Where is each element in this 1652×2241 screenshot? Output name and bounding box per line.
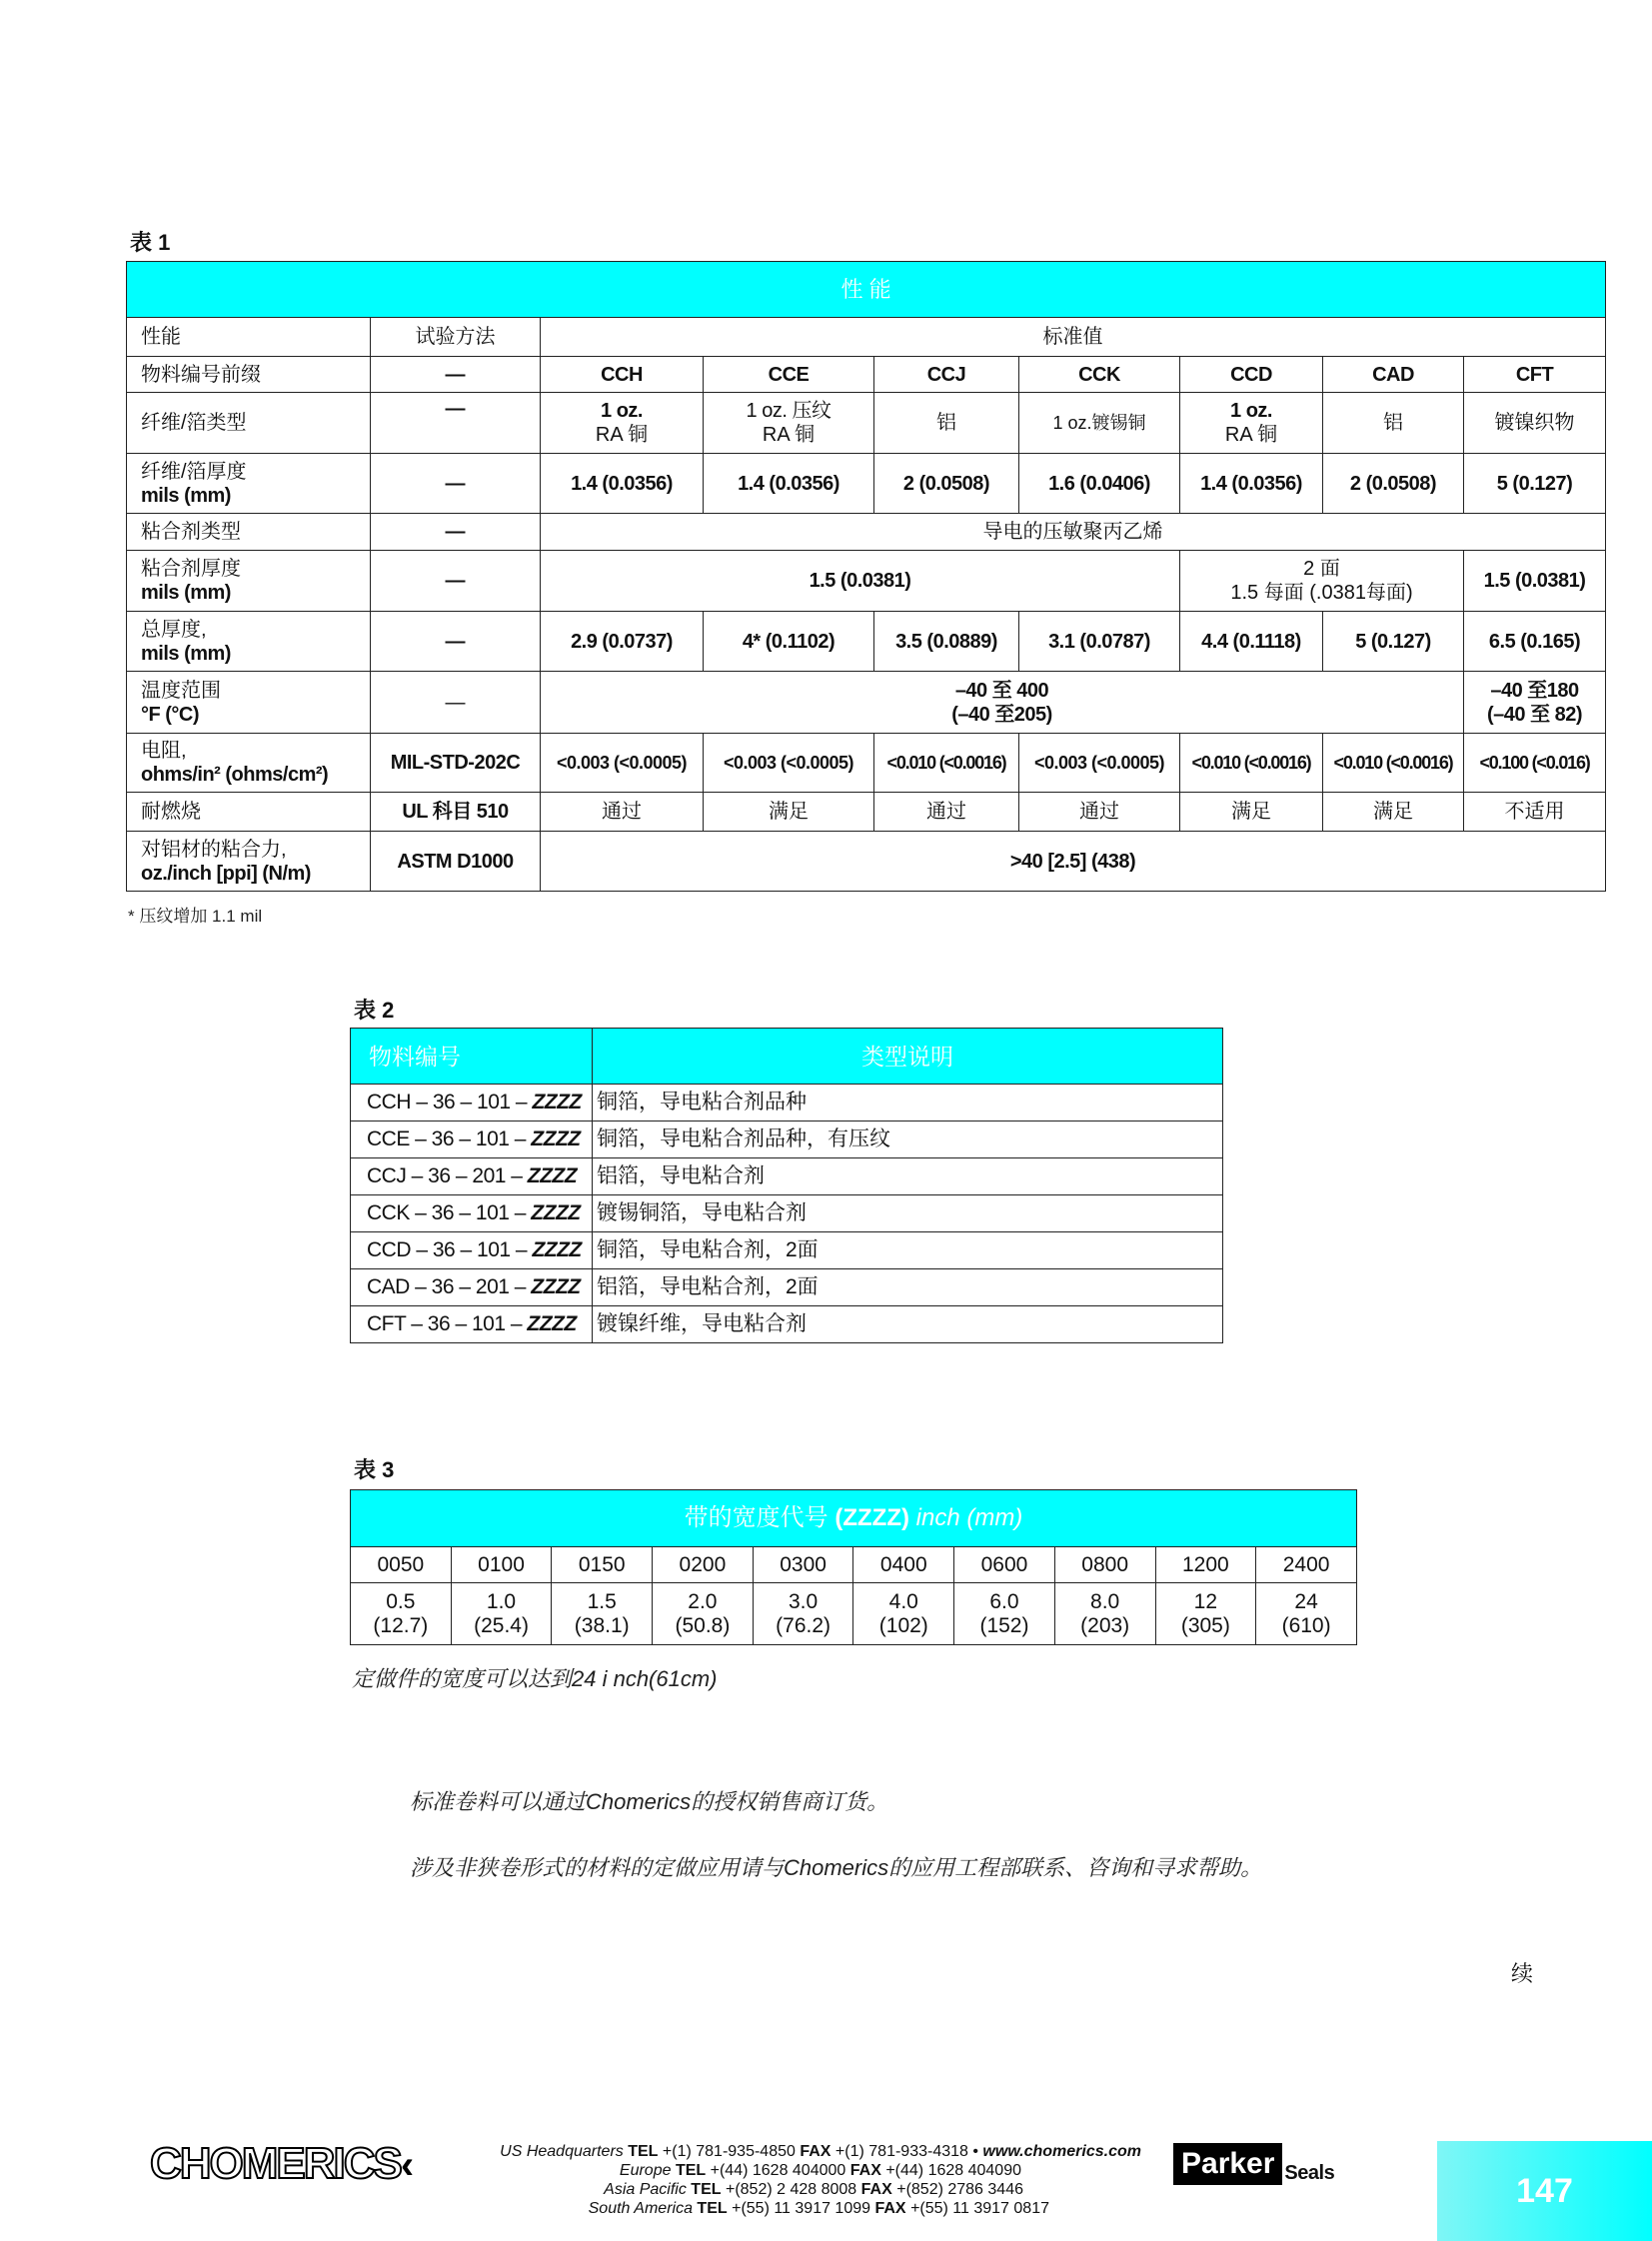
width-value: 3.0 (76.2)	[753, 1583, 853, 1645]
part-description: 铝箔，导电粘合剂，2面	[593, 1269, 1223, 1306]
row-label: 对铝材的粘合力, oz./inch [ppi] (N/m)	[127, 832, 371, 892]
temp-range-main: –40 至 400 (–40 至205)	[541, 672, 1464, 734]
row-label: 电阻, ohms/in² (ohms/cm²)	[127, 734, 371, 793]
prefix-ccd: CCD	[1180, 357, 1323, 393]
width-code: ZZZZ	[532, 1238, 582, 1261]
part-prefix: CCK – 36 – 101 –	[367, 1201, 526, 1224]
value-cell: 4.4 (0.1118)	[1180, 612, 1323, 672]
value-cell: 1.4 (0.0356)	[704, 454, 874, 514]
part-prefix: CCH – 36 – 101 –	[367, 1091, 528, 1114]
method-cell: —	[371, 612, 541, 672]
width-value: 0.5 (12.7)	[351, 1583, 452, 1645]
width-code: ZZZZ	[531, 1275, 581, 1298]
continued-mark: 续	[1511, 1961, 1534, 1986]
method-cell: —	[371, 551, 541, 612]
part-prefix: CAD – 36 – 201 –	[367, 1275, 526, 1298]
method-cell: —	[371, 357, 541, 393]
width-code: 0150	[552, 1547, 653, 1583]
adhesion-value: >40 [2.5] (438)	[541, 832, 1606, 892]
row-foil-thickness	[127, 454, 1606, 514]
table2-label: 表 2	[354, 998, 395, 1023]
foil-cad: 铝	[1323, 393, 1464, 454]
table1-label: 表 1	[130, 230, 171, 255]
part-prefix: CCE – 36 – 101 –	[367, 1127, 526, 1150]
adhesive-type-value: 导电的压敏聚丙乙烯	[541, 514, 1606, 551]
table-row	[351, 1195, 1223, 1232]
row-label: 耐燃烧	[127, 793, 371, 832]
value-cell: 1.4 (0.0356)	[1180, 454, 1323, 514]
temp-range-cft: –40 至180 (–40 至 82)	[1464, 672, 1606, 734]
width-code: ZZZZ	[531, 1201, 581, 1224]
foil-cce: 1 oz. 压纹 RA 铜	[704, 393, 874, 454]
part-description: 铜箔，导电粘合剂品种	[593, 1085, 1223, 1121]
width-code: 0200	[653, 1547, 754, 1583]
method-cell: —	[371, 454, 541, 514]
table-row	[351, 1232, 1223, 1269]
value-cell: 不适用	[1464, 793, 1606, 832]
row-adhesive-type	[127, 514, 1606, 551]
prefix-cft: CFT	[1464, 357, 1606, 393]
row-prefix	[127, 357, 1606, 393]
adhesive-thickness-double: 2 面 1.5 每面 (.0381每面)	[1180, 551, 1464, 612]
adhesive-thickness-cft: 1.5 (0.0381)	[1464, 551, 1606, 612]
row-resistance	[127, 734, 1606, 793]
parker-wordmark: Parker	[1173, 2143, 1282, 2185]
table3-note: 定做件的宽度可以达到24 i nch(61cm)	[352, 1666, 718, 1691]
width-code: ZZZZ	[527, 1164, 578, 1187]
width-code: ZZZZ	[531, 1127, 581, 1150]
part-description: 镀锡铜箔，导电粘合剂	[593, 1195, 1223, 1232]
adhesive-thickness-single: 1.5 (0.0381)	[541, 551, 1180, 612]
value-cell: <0.003 (<0.0005)	[704, 734, 874, 793]
width-code-table	[350, 1489, 1357, 1645]
chomerics-logo: CHOMERICS‹	[150, 2139, 413, 2188]
width-code: ZZZZ	[527, 1312, 577, 1335]
row-label: 粘合剂厚度 mils (mm)	[127, 551, 371, 612]
width-code: 2400	[1256, 1547, 1357, 1583]
value-cell: <0.100 (<0.016)	[1464, 734, 1606, 793]
contact-south-america: South America TEL +(55) 11 3917 1099 FAX +(55) 11 3917 0817	[588, 2200, 1049, 2217]
header-property: 性能	[127, 318, 371, 357]
value-cell: 5 (0.127)	[1464, 454, 1606, 514]
method-cell: MIL-STD-202C	[371, 734, 541, 793]
value-cell: 满足	[704, 793, 874, 832]
value-cell: 满足	[1323, 793, 1464, 832]
value-cell: <0.003 (<0.0005)	[541, 734, 704, 793]
table-row	[351, 1269, 1223, 1306]
width-code: 0800	[1054, 1547, 1155, 1583]
value-cell: 通过	[874, 793, 1019, 832]
width-value: 6.0 (152)	[954, 1583, 1055, 1645]
note-line-1: 标准卷料可以通过Chomerics的授权销售商订货。	[410, 1789, 889, 1814]
value-cell: <0.010 (<0.0016)	[1323, 734, 1464, 793]
width-value: 4.0 (102)	[853, 1583, 954, 1645]
table1-footnote: * 压纹增加 1.1 mil	[128, 907, 263, 926]
value-cell: <0.010 (<0.0016)	[1180, 734, 1323, 793]
prefix-cad: CAD	[1323, 357, 1464, 393]
part-description: 铜箔，导电粘合剂，2面	[593, 1232, 1223, 1269]
width-code: 0050	[351, 1547, 452, 1583]
value-cell: 2 (0.0508)	[1323, 454, 1464, 514]
foil-cft: 镀镍织物	[1464, 393, 1606, 454]
value-cell: 3.5 (0.0889)	[874, 612, 1019, 672]
part-number-table	[350, 1028, 1223, 1343]
value-cell: <0.010 (<0.0016)	[874, 734, 1019, 793]
seals-wordmark: Seals	[1284, 2162, 1335, 2184]
prefix-ccj: CCJ	[874, 357, 1019, 393]
value-cell: 4* (0.1102)	[704, 612, 874, 672]
width-code: ZZZZ	[532, 1091, 582, 1114]
part-prefix: CCD – 36 – 101 –	[367, 1238, 528, 1261]
row-flammability	[127, 793, 1606, 832]
prefix-cck: CCK	[1019, 357, 1180, 393]
part-description: 铜箔，导电粘合剂品种，有压纹	[593, 1121, 1223, 1158]
width-code: 0600	[954, 1547, 1055, 1583]
method-cell: —	[371, 393, 541, 454]
table3-title: 带的宽度代号 (ZZZZ) inch (mm)	[351, 1490, 1357, 1547]
row-label: 物料编号前缀	[127, 357, 371, 393]
page-number: 147	[1437, 2141, 1652, 2241]
row-label: 纤维/箔类型	[127, 393, 371, 454]
row-temp-range	[127, 672, 1606, 734]
foil-ccd: 1 oz. RA 铜	[1180, 393, 1323, 454]
row-label: 总厚度, mils (mm)	[127, 612, 371, 672]
width-value: 12 (305)	[1155, 1583, 1256, 1645]
value-cell: 5 (0.127)	[1323, 612, 1464, 672]
row-adhesion	[127, 832, 1606, 892]
value-cell: 6.5 (0.165)	[1464, 612, 1606, 672]
method-cell: —	[371, 672, 541, 734]
width-code: 1200	[1155, 1547, 1256, 1583]
width-value: 8.0 (203)	[1054, 1583, 1155, 1645]
header-values: 标准值	[541, 318, 1606, 357]
part-description: 镀镍纤维，导电粘合剂	[593, 1306, 1223, 1343]
width-value: 2.0 (50.8)	[653, 1583, 754, 1645]
part-prefix: CCJ – 36 – 201 –	[367, 1164, 523, 1187]
website-link[interactable]: www.chomerics.com	[982, 2143, 1141, 2160]
contact-asia: Asia Pacific TEL +(852) 2 428 8008 FAX +(852) 2786 3446	[604, 2181, 1023, 2198]
width-value: 1.5 (38.1)	[552, 1583, 653, 1645]
foil-ccj: 铝	[874, 393, 1019, 454]
value-cell: 通过	[541, 793, 704, 832]
row-label: 温度范围 °F (°C)	[127, 672, 371, 734]
foil-cch: 1 oz. RA 铜	[541, 393, 704, 454]
contact-us: US Headquarters TEL +(1) 781-935-4850 FAX +(1) 781-933-4318 • www.chomerics.com	[500, 2143, 1141, 2160]
note-line-2: 涉及非狭卷形式的材料的定做应用请与Chomerics的应用工程部联系、咨询和寻求帮助。	[410, 1855, 1263, 1880]
value-cell: 满足	[1180, 793, 1323, 832]
value-cell: 1.4 (0.0356)	[541, 454, 704, 514]
row-label: 粘合剂类型	[127, 514, 371, 551]
row-total-thickness	[127, 612, 1606, 672]
value-cell: 3.1 (0.0787)	[1019, 612, 1180, 672]
row-foil-type	[127, 393, 1606, 454]
value-cell: 通过	[1019, 793, 1180, 832]
table-row	[351, 1306, 1223, 1343]
width-code: 0100	[451, 1547, 552, 1583]
prefix-cce: CCE	[704, 357, 874, 393]
part-description: 铝箔，导电粘合剂	[593, 1158, 1223, 1195]
header-method: 试验方法	[371, 318, 541, 357]
method-cell: UL 科目 510	[371, 793, 541, 832]
width-value: 1.0 (25.4)	[451, 1583, 552, 1645]
table3-label: 表 3	[354, 1457, 395, 1482]
contact-block	[430, 2142, 1141, 2218]
value-cell: 2 (0.0508)	[874, 454, 1019, 514]
header-description: 类型说明	[593, 1029, 1223, 1085]
table1-title: 性 能	[127, 262, 1606, 318]
width-code: 0400	[853, 1547, 954, 1583]
foil-cck: 1 oz.镀锡铜	[1019, 393, 1180, 454]
width-value: 24 (610)	[1256, 1583, 1357, 1645]
table-row	[351, 1085, 1223, 1121]
contact-europe: Europe TEL +(44) 1628 404000 FAX +(44) 1628 404090	[619, 2162, 1021, 2179]
value-cell: 1.6 (0.0406)	[1019, 454, 1180, 514]
prefix-cch: CCH	[541, 357, 704, 393]
table-row	[351, 1158, 1223, 1195]
method-cell: ASTM D1000	[371, 832, 541, 892]
row-label: 纤维/箔厚度 mils (mm)	[127, 454, 371, 514]
parker-logo	[1173, 2143, 1334, 2185]
value-cell: <0.003 (<0.0005)	[1019, 734, 1180, 793]
row-adhesive-thickness	[127, 551, 1606, 612]
value-cell: 2.9 (0.0737)	[541, 612, 704, 672]
properties-table	[126, 261, 1606, 892]
header-part-number: 物料编号	[351, 1029, 593, 1085]
chomerics-logo-icon: ‹	[400, 2143, 413, 2187]
table-row	[351, 1121, 1223, 1158]
part-prefix: CFT – 36 – 101 –	[367, 1312, 523, 1335]
width-code: 0300	[753, 1547, 853, 1583]
method-cell: —	[371, 514, 541, 551]
